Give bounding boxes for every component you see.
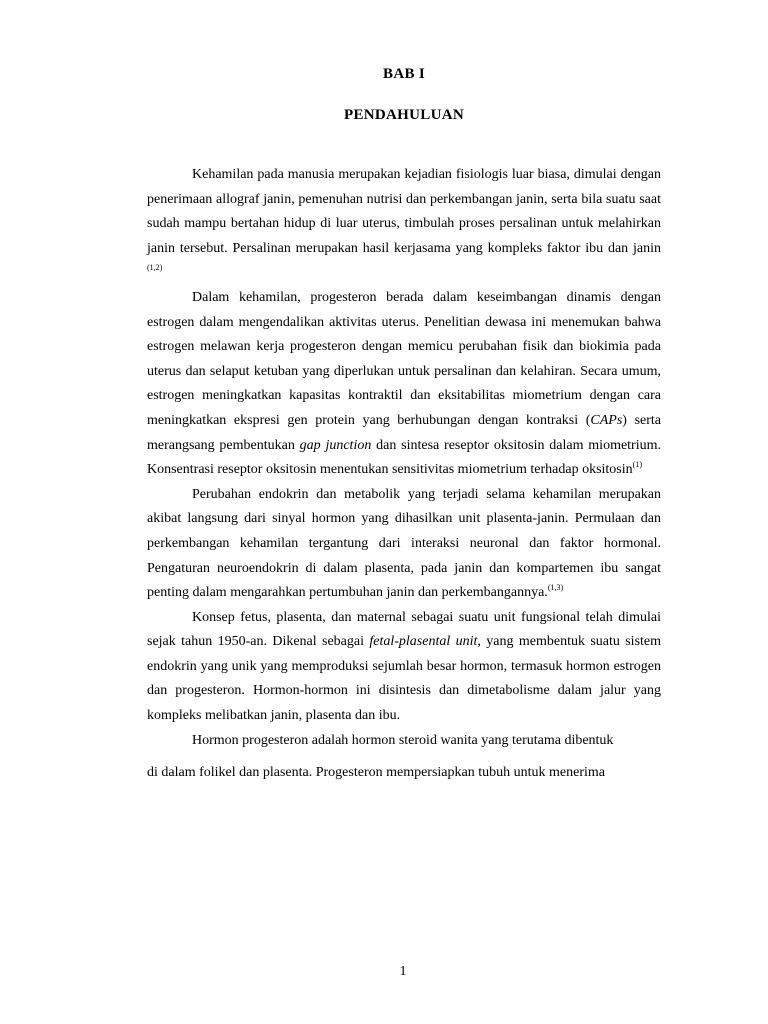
- paragraph-2: [147, 286, 661, 483]
- citation-ref: (1): [632, 460, 642, 470]
- paragraph-text: Kehamilan pada manusia merupakan kejadian fisiologis luar biasa, dimulai dengan penerimaan allograf janin, pemenuhan nutrisi dan perkembangan janin, serta bila suatu saat sudah mampu bertahan hidup di luar uterus, timbulah proses persalinan untuk melahirkan janin tersebut. Persalinan merupakan hasil kerjasama yang kompleks faktor ibu dan janin: [147, 167, 661, 256]
- paragraph-text: dan sintesa reseptor oksitosin dalam miometrium. Konsentrasi reseptor oksitosin menentukan sensitivitas miometrium terhadap oksitosin: [147, 437, 662, 478]
- citation-ref: (1,3): [547, 583, 564, 593]
- citation-ref: (1,2): [147, 263, 163, 273]
- paragraph-text: ) serta merangsang pembentukan: [147, 412, 661, 453]
- italic-term: fetal-plasental unit,: [369, 634, 481, 650]
- italic-term: CAPs: [590, 412, 623, 428]
- chapter-heading: BAB I: [383, 66, 425, 82]
- paragraph-text: Perubahan endokrin dan metabolik yang terjadi selama kehamilan merupakan akibat langsung dari sinyal hormon yang dihasilkan unit plasenta-janin. Permulaan dan perkembangan kehamilan tergantung dari interaksi neuronal dan faktor hormonal. Pengaturan neuroendokrin di dalam plasenta, pada janin dan kompartemen ibu sangat penting dalam mengarahkan pertumbuhan janin dan perkembangannya.: [147, 486, 661, 601]
- paragraph-text: Dalam kehamilan, progesteron berada dalam keseimbangan dinamis dengan estrogen dalam mengendalikan aktivitas uterus. Penelitian dewasa ini menemukan bahwa estrogen melawan kerja progesteron dengan memicu perubahan fisik dan biokimia pada uterus dan selaput ketuban yang diperlukan untuk persalinan dan kelahiran. Secara umum, estrogen meningkatkan kapasitas kontraktil dan eksitabilitas miometrium dengan cara meningkatkan ekspresi gen protein yang berhubungan dengan kontraksi (: [147, 289, 661, 428]
- paragraph-5: [147, 729, 661, 754]
- paragraph-text: di dalam folikel dan plasenta. Progesteron mempersiapkan tubuh untuk menerima: [147, 765, 605, 781]
- italic-term: gap junction: [299, 437, 372, 453]
- body-text: [147, 163, 661, 786]
- paragraph-4: [147, 606, 661, 729]
- paragraph-3: [147, 483, 661, 606]
- paragraph-5-continued: [147, 761, 661, 786]
- paragraph-1: [147, 163, 661, 286]
- page-number: 1: [399, 964, 407, 979]
- paragraph-text: Konsep fetus, plasenta, dan maternal sebagai suatu unit fungsional telah dimulai sejak tahun 1950-an. Dikenal sebagai: [147, 609, 661, 650]
- paragraph-text: Hormon progesteron adalah hormon steroid wanita yang terutama dibentuk: [192, 732, 614, 748]
- paragraph-text: yang membentuk suatu sistem endokrin yang unik yang memproduksi sejumlah besar hormon, termasuk hormon estrogen dan progesteron. Hormon-hormon ini disintesis dan dimetabolisme dalam jalur yang kompleks melibatkan janin, plasenta dan ibu.: [147, 634, 662, 724]
- chapter-title: PENDAHULUAN: [344, 107, 464, 123]
